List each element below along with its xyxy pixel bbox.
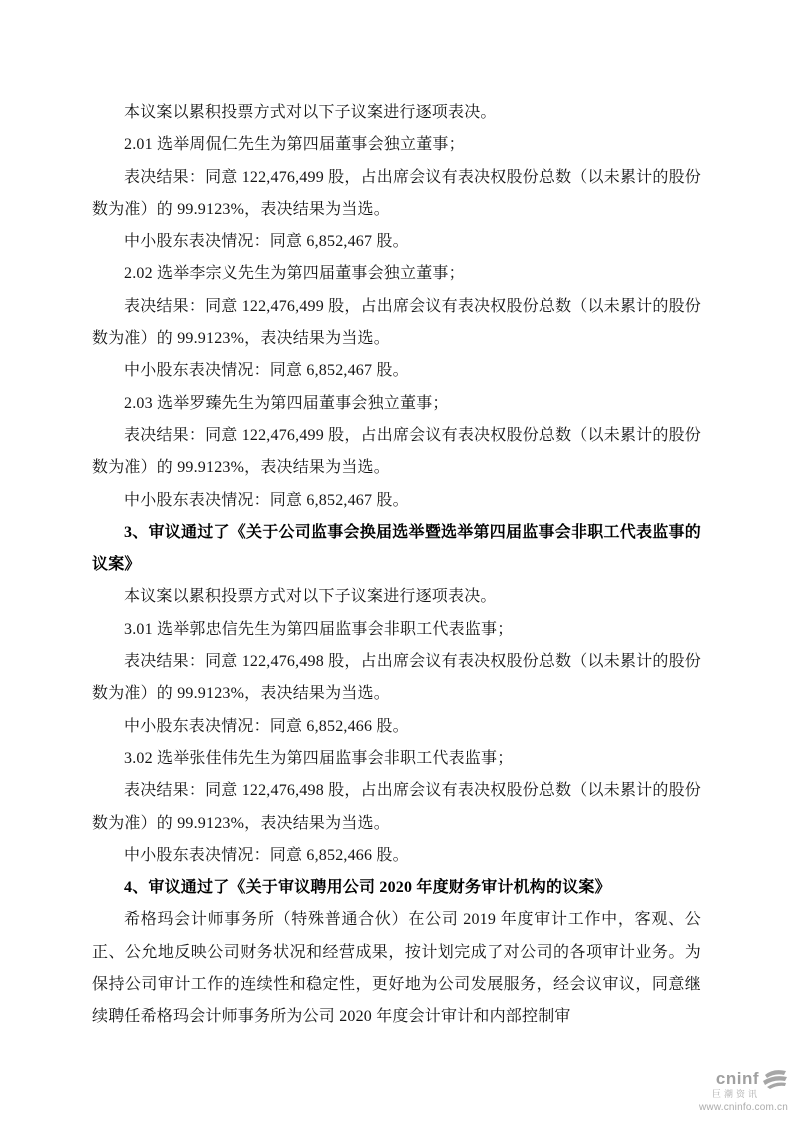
paragraph: 表决结果：同意 122,476,499 股，占出席会议有表决权股份总数（以未累计的股份数为准）的 99.9123%，表决结果为当选。 [92, 168, 701, 218]
paragraph: 中小股东表决情况：同意 6,852,467 股。 [124, 233, 409, 251]
paragraph: 表决结果：同意 122,476,498 股，占出席会议有表决权股份总数（以未累计的股份数为准）的 99.9123%，表决结果为当选。 [92, 782, 701, 832]
cninfo-swoosh-icon [762, 1069, 788, 1089]
paragraph: 表决结果：同意 122,476,498 股，占出席会议有表决权股份总数（以未累计的股份数为准）的 99.9123%，表决结果为当选。 [92, 653, 701, 703]
paragraph: 中小股东表决情况：同意 6,852,467 股。 [124, 362, 409, 380]
paragraph: 3.02 选举张佳伟先生为第四届监事会非职工代表监事； [124, 749, 514, 767]
paragraph: 希格玛会计师事务所（特殊普通合伙）在公司 2019 年度审计工作中，客观、公正、公允地反映公司财务状况和经营成果，按计划完成了对公司的各项审计业务。为保持公司审计工作的连续性和稳定性，更好地为公司发展服务，经会议审议，同意继续聘任希格玛会计师事务所为公司 2020 年度会计审计和内部控制审 [92, 911, 701, 1026]
paragraph: 2.01 选举周侃仁先生为第四届董事会独立董事； [124, 136, 465, 154]
section-heading: 4、审议通过了《关于审议聘用公司 2020 年度财务审计机构的议案》 [124, 879, 611, 897]
paragraph: 本议案以累积投票方式对以下子议案进行逐项表决。 [124, 104, 497, 121]
paragraph: 中小股东表决情况：同意 6,852,466 股。 [124, 717, 409, 735]
paragraph: 2.02 选举李宗义先生为第四届董事会独立董事； [124, 265, 465, 283]
paragraph: 3.01 选举郭忠信先生为第四届监事会非职工代表监事； [124, 620, 514, 638]
document-content [92, 97, 701, 1034]
cninfo-url: www.cninfo.com.cn [699, 1102, 788, 1113]
paragraph: 中小股东表决情况：同意 6,852,466 股。 [124, 846, 409, 864]
paragraph: 表决结果：同意 122,476,499 股，占出席会议有表决权股份总数（以未累计的股份数为准）的 99.9123%，表决结果为当选。 [92, 297, 701, 348]
cninfo-watermark [699, 1069, 788, 1113]
cninfo-logo [699, 1069, 788, 1089]
paragraph: 2.03 选举罗臻先生为第四届董事会独立董事； [124, 394, 449, 412]
cninfo-logo-text: cninf [715, 1068, 759, 1088]
section-heading: 3、审议通过了《关于公司监事会换届选举暨选举第四届监事会非职工代表监事的议案》 [92, 523, 701, 574]
paragraph: 本议案以累积投票方式对以下子议案进行逐项表决。 [124, 588, 497, 606]
paragraph: 中小股东表决情况：同意 6,852,467 股。 [124, 491, 409, 509]
cninfo-logo-chinese: 巨潮资讯 [711, 1089, 760, 1100]
paragraph: 表决结果：同意 122,476,499 股，占出席会议有表决权股份总数（以未累计的股份数为准）的 99.9123%，表决结果为当选。 [92, 426, 701, 477]
